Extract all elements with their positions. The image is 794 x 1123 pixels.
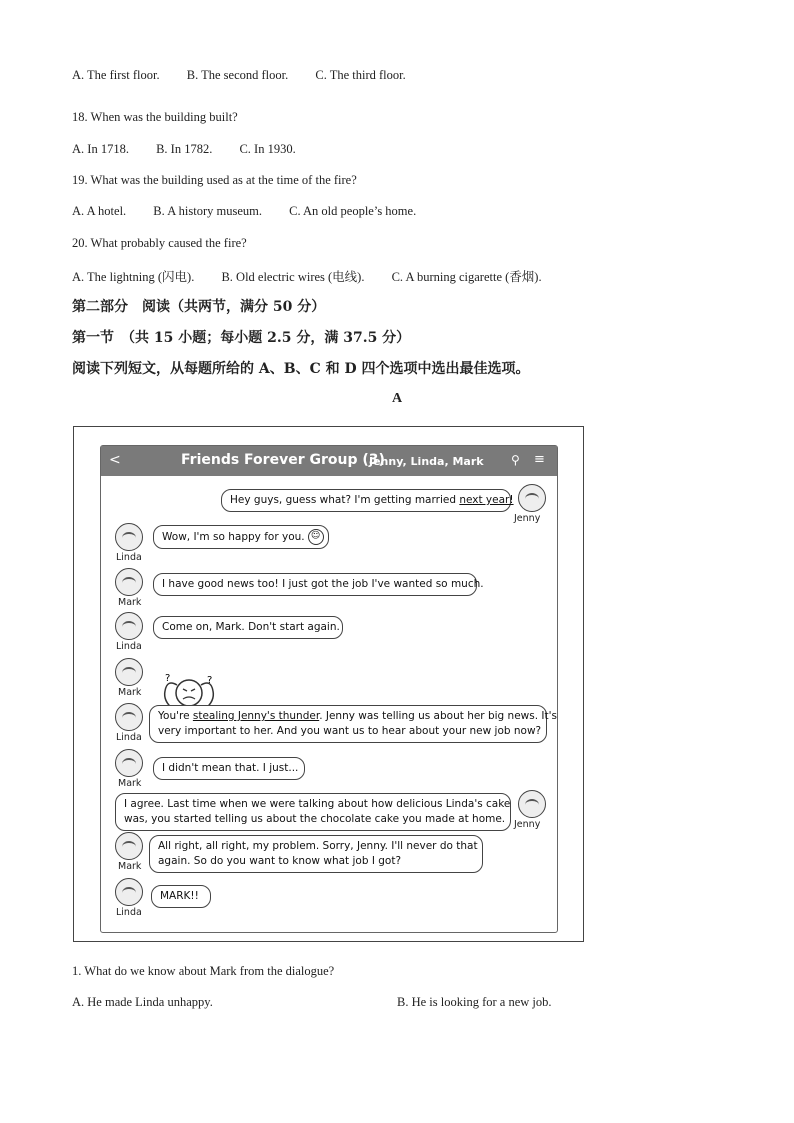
q20-options [72, 267, 566, 285]
sender-name: Mark [118, 687, 142, 698]
back-arrow-icon[interactable]: < [109, 452, 121, 468]
message-bubble: I have good news too! I just got the job I've wanted so much. [153, 573, 477, 596]
chat-figure [73, 426, 584, 942]
sender-name: Linda [116, 907, 142, 918]
message-bubble [149, 835, 483, 873]
option: C. The third floor. [315, 68, 406, 82]
avatar [115, 658, 143, 686]
avatar [115, 703, 143, 731]
chat-header [101, 446, 557, 476]
sender-name: Linda [116, 641, 142, 652]
option: A. The first floor. [72, 68, 160, 82]
option: B. In 1782. [156, 142, 213, 156]
message-underlined-text: next year! [459, 494, 514, 506]
option: A. A hotel. [72, 204, 127, 218]
avatar [115, 832, 143, 860]
q19-options [72, 204, 440, 219]
message-text: You're [158, 710, 193, 722]
avatar [518, 790, 546, 818]
message-text: Wow, I'm so happy for you. [162, 531, 305, 543]
passage-label: A [391, 391, 403, 406]
message-bubble [149, 705, 557, 743]
message-text: . Jenny was telling us about her big news. It's [319, 710, 557, 722]
message-bubble: I didn't mean that. I just... [153, 757, 305, 780]
sender-name: Jenny [514, 819, 541, 830]
message-bubble [115, 793, 511, 831]
section-title: 第一节 （共 15 小题；每小题 2.5 分，满 37.5 分） [72, 330, 411, 346]
q19-question: 19. What was the building used as at the time of the fire? [72, 173, 357, 187]
q17-options [72, 68, 430, 83]
option: A. He made Linda unhappy. [72, 995, 213, 1009]
message-text: All right, all right, my problem. Sorry, Jenny. I'll never do that [158, 840, 478, 852]
option: C. In 1930. [239, 142, 296, 156]
option: B. Old electric wires (电线). [221, 270, 365, 284]
sender-name: Mark [118, 597, 142, 608]
option: C. An old people’s home. [289, 204, 417, 218]
message-text: very important to her. And you want us to hear about your new job now? [158, 725, 542, 737]
q1-question: 1. What do we know about Mark from the dialogue? [72, 964, 335, 978]
option: B. The second floor. [186, 68, 289, 82]
instruction: 阅读下列短文，从每题所给的 A、B、C 和 D 四个选项中选出最佳选项。 [72, 361, 530, 377]
message-bubble: MARK!! [151, 885, 211, 908]
group-members: Jenny, Linda, Mark [369, 455, 484, 468]
q1-options [72, 995, 552, 1010]
avatar [115, 523, 143, 551]
sender-name: Mark [118, 778, 142, 789]
option: A. The lightning (闪电). [72, 270, 195, 284]
q18-options [72, 142, 320, 157]
option: B. He is looking for a new job. [397, 995, 552, 1009]
avatar [115, 878, 143, 906]
message-underlined-text: stealing Jenny's thunder [192, 710, 320, 722]
message-bubble [221, 489, 514, 512]
q18-question: 18. When was the building built? [72, 110, 238, 124]
sender-name: Jenny [514, 513, 541, 524]
smiley-icon: ☺ [308, 529, 324, 545]
sender-name: Linda [116, 732, 142, 743]
menu-icon[interactable]: ≡ [534, 452, 545, 467]
message-text: I agree. Last time when we were talking about how delicious Linda's cake [124, 798, 511, 810]
avatar [115, 568, 143, 596]
svg-text:?: ? [165, 673, 171, 684]
message-text: again. So do you want to know what job I got? [158, 855, 402, 867]
chat-window [100, 445, 558, 933]
sender-name: Linda [116, 552, 142, 563]
message-text: was, you started telling us about the chocolate cake you made at home. [124, 813, 506, 825]
avatar [115, 612, 143, 640]
q20-question: 20. What probably caused the fire? [72, 236, 247, 250]
avatar [115, 749, 143, 777]
sender-name: Mark [118, 861, 142, 872]
part-title: 第二部分 阅读（共两节，满分 50 分） [72, 299, 326, 315]
search-icon[interactable]: ⚲ [511, 453, 520, 467]
message-bubble: Come on, Mark. Don't start again. [153, 616, 343, 639]
avatar [518, 484, 546, 512]
option: C. A burning cigarette (香烟). [391, 270, 542, 284]
message-bubble [153, 525, 329, 549]
message-text: Hey guys, guess what? I'm getting married [230, 494, 460, 506]
svg-text:?: ? [207, 675, 213, 686]
option: B. A history museum. [153, 204, 262, 218]
group-title: Friends Forever Group (3) [181, 452, 385, 468]
option: A. In 1718. [72, 142, 129, 156]
